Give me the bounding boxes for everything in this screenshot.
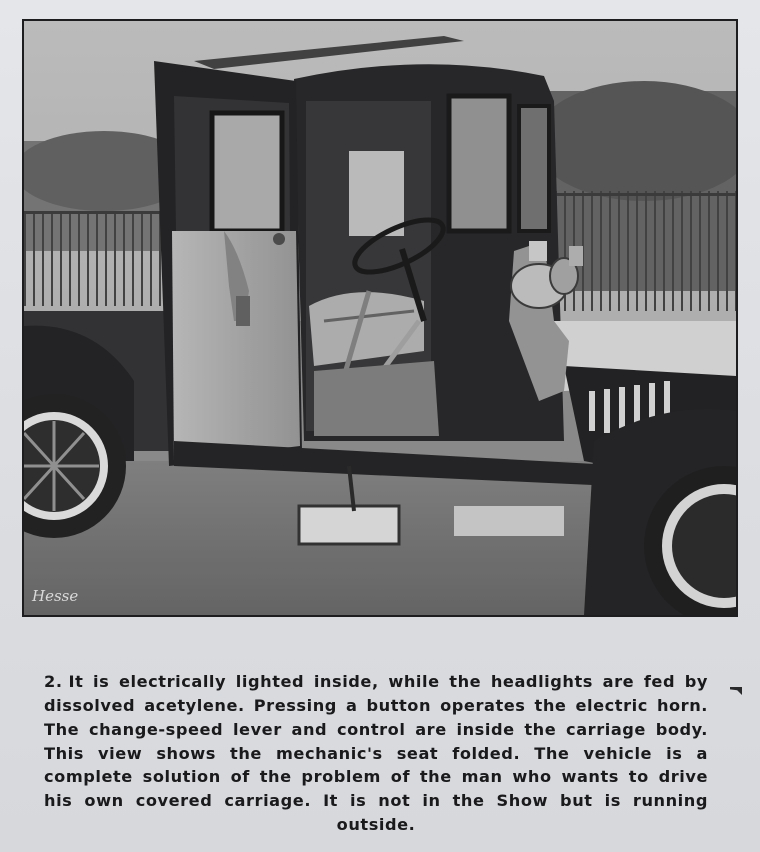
- vintage-car-photo-icon: [24, 21, 736, 615]
- caption-text: It is electrically lighted inside, while the headlights are fed by dissolved acetylene. Pressing a button operates the electric horn. The change-speed lever and control are inside the carriage body. This view shows the mechanic's seat folded. The vehicle is a complete solution of the problem of the man who wants to drive his own covered carriage. It is not in the Show but is running outside.: [44, 672, 708, 834]
- figure-caption: [44, 670, 708, 837]
- page-edge-mark: [730, 687, 742, 695]
- photographer-mark: Hesse: [32, 587, 79, 605]
- photograph: [22, 19, 738, 617]
- caption-number: 2.: [44, 672, 63, 692]
